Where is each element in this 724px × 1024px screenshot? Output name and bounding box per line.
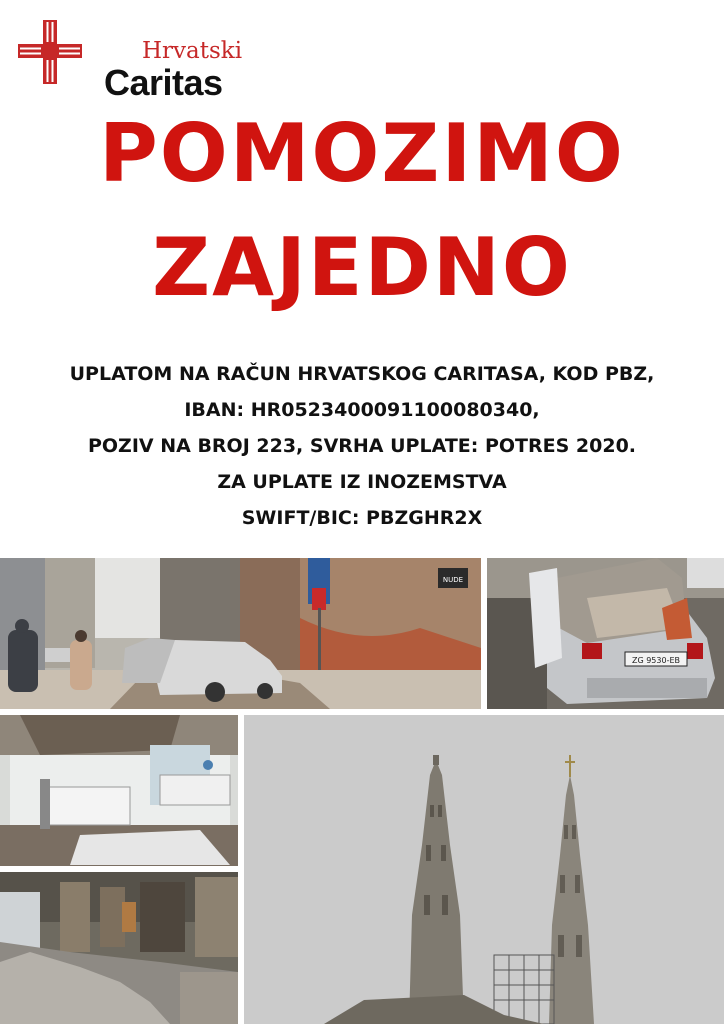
payment-info — [0, 356, 724, 536]
street-sign-text: NUDE — [442, 576, 464, 584]
info-line-2: IBAN: HR0523400091100080340, — [184, 399, 540, 421]
info-line-3: POZIV NA BROJ 223, SVRHA UPLATE: POTRES 2020. — [87, 435, 637, 457]
headline-line-1: POMOZIMO — [99, 107, 625, 200]
info-line-5: SWIFT/BIC: PBZGHR2X — [241, 507, 483, 529]
photo-damaged-hospital — [0, 715, 238, 866]
caritas-cross-icon — [18, 20, 82, 84]
logo-subtitle: Hrvatski — [142, 38, 243, 64]
photo-cathedral-towers — [244, 715, 724, 1024]
caritas-logo — [18, 18, 243, 103]
logo-title: Caritas — [104, 62, 223, 103]
photo-damaged-street — [0, 558, 481, 709]
photo-damaged-church-interior — [0, 872, 238, 1024]
info-line-1: UPLATOM NA RAČUN HRVATSKOG CARITASA, KOD PBZ, — [69, 363, 655, 385]
photo-crushed-car — [487, 558, 724, 709]
headline-line-2: ZAJEDNO — [152, 221, 572, 314]
license-plate-text: ZG 9530-EB — [631, 656, 681, 665]
info-line-4: ZA UPLATE IZ INOZEMSTVA — [217, 471, 507, 493]
